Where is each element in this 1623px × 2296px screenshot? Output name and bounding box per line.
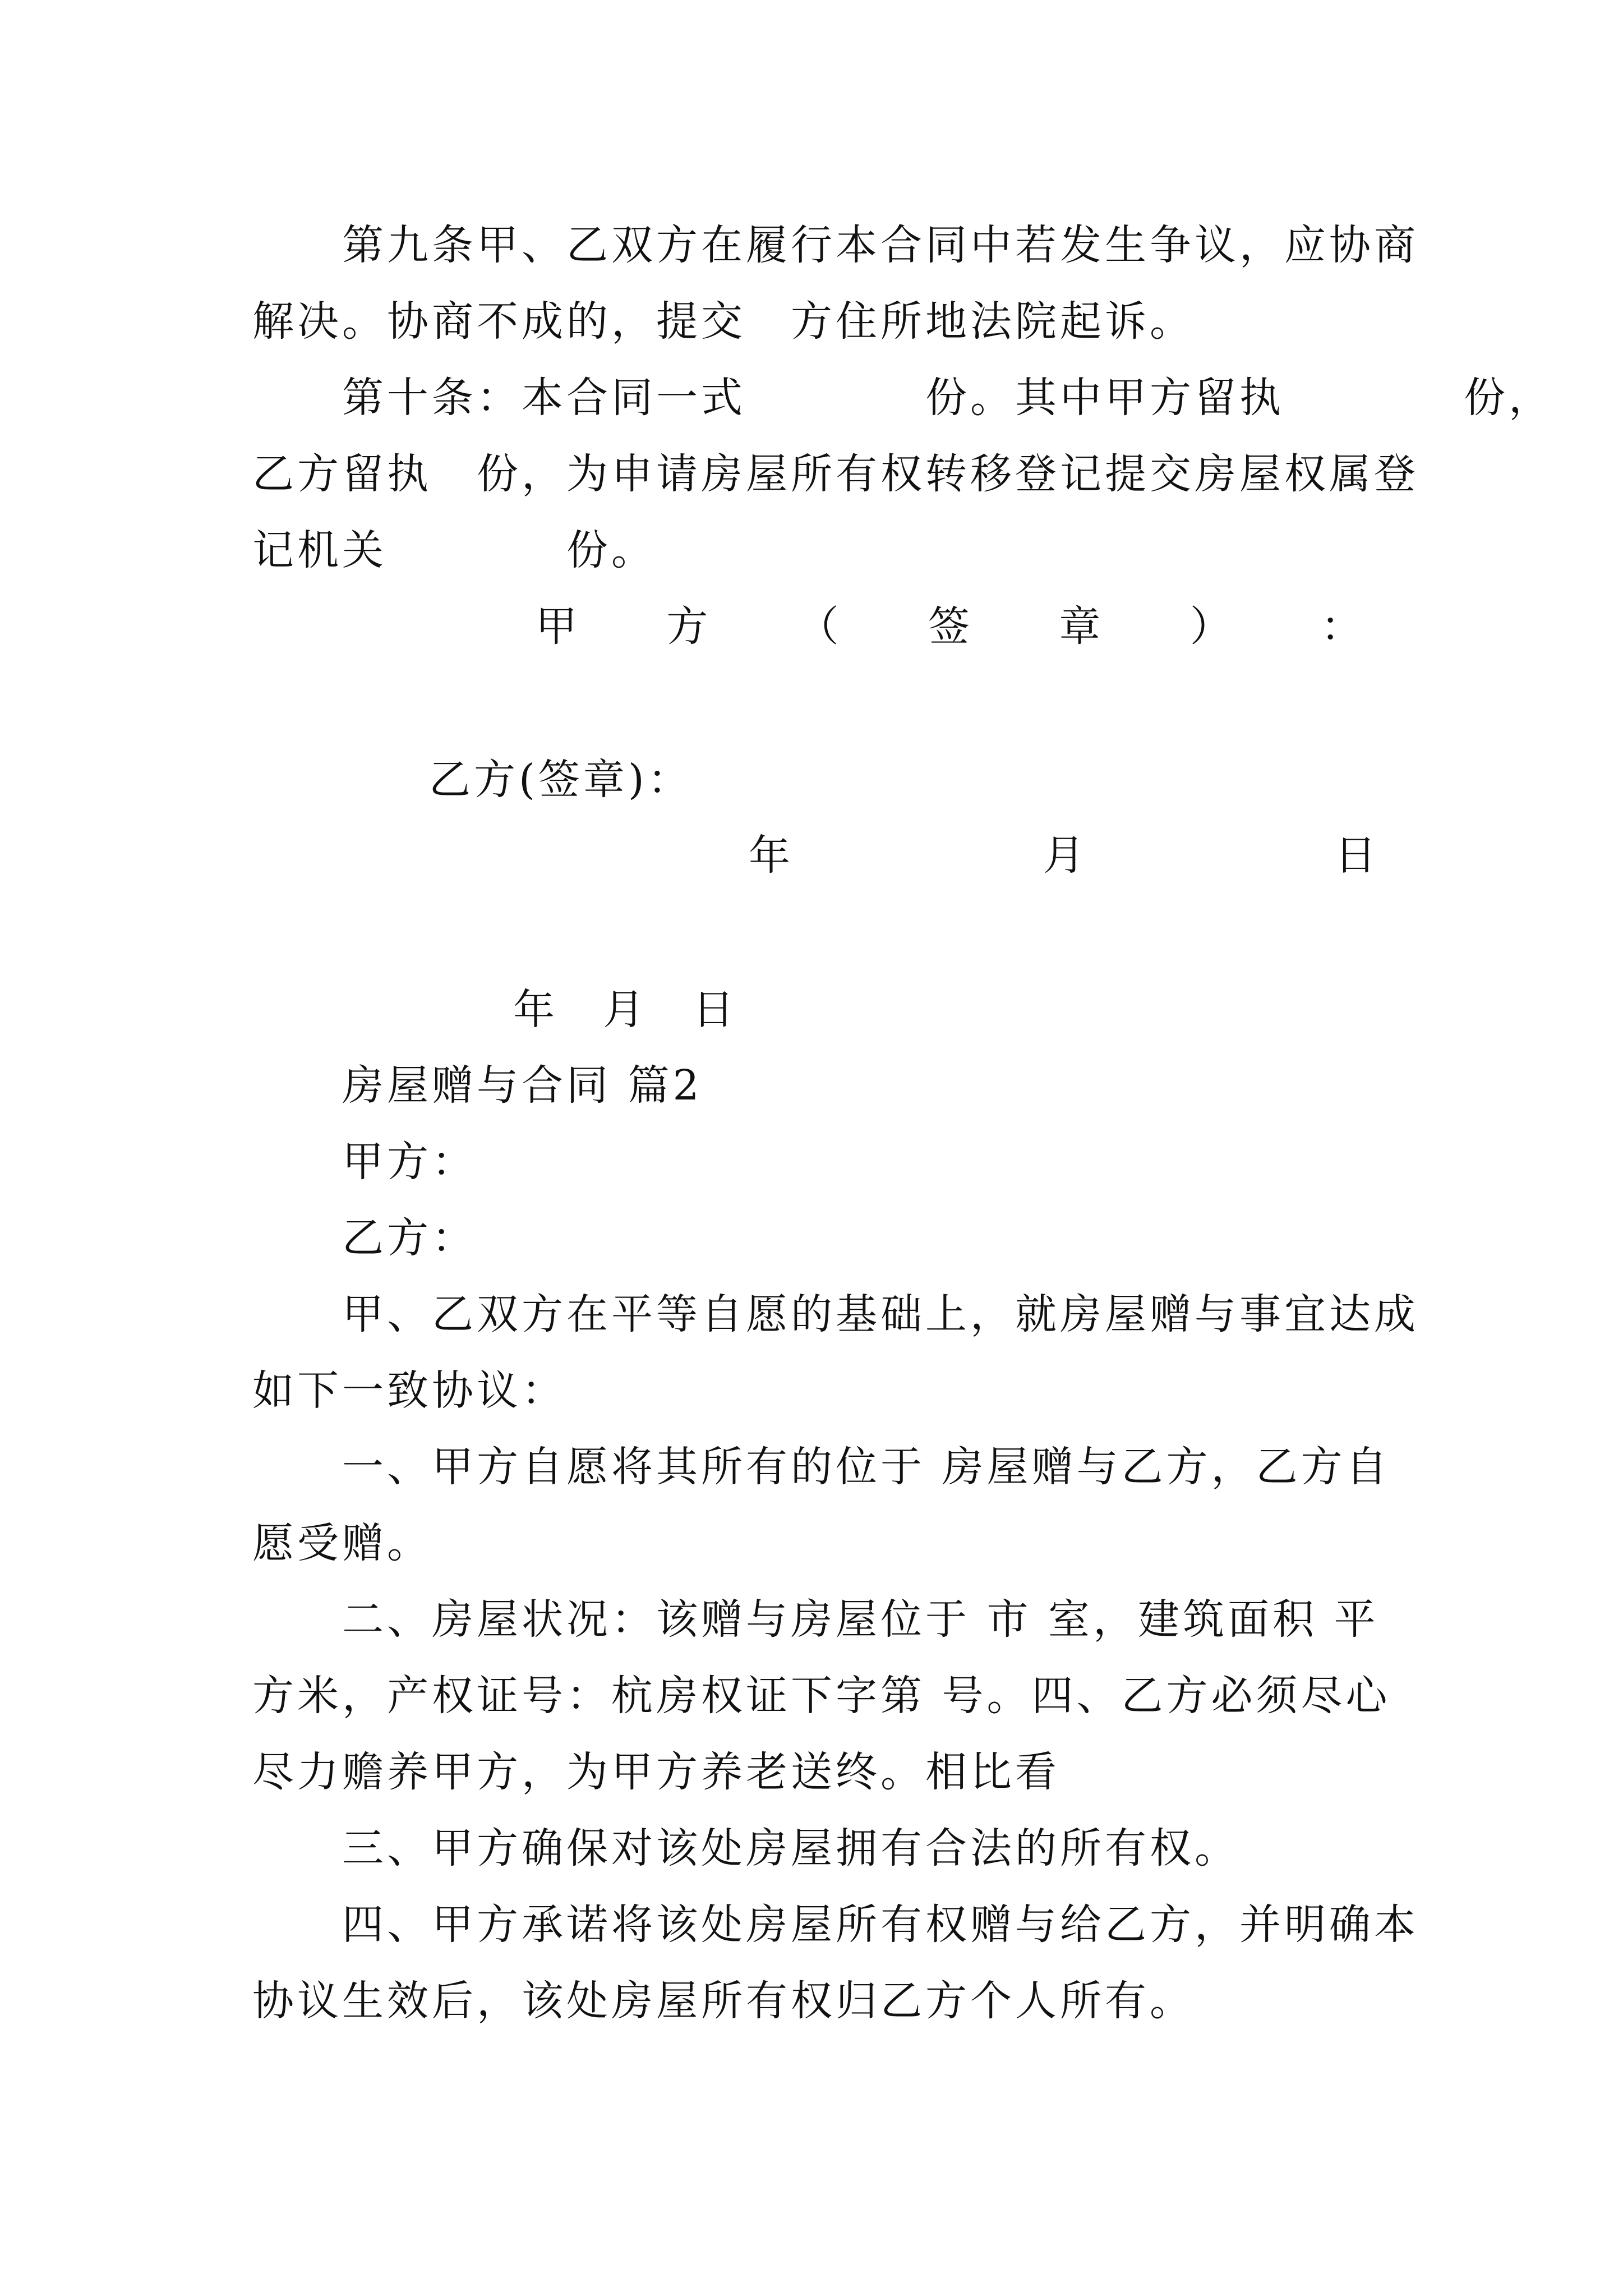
section2-title: 房屋赠与合同 篇2 — [342, 1061, 703, 1110]
clause2-line2: 方米，产权证号：杭房权证下字第 号。四、乙方必须尽心 — [252, 1672, 1391, 1720]
signature-a-char: ） — [1189, 602, 1235, 651]
article10-line2: 乙方留执 份，为申请房屋所有权转移登记提交房屋权属登 — [252, 450, 1419, 498]
article9-line1: 第九条甲、乙双方在履行本合同中若发生争议，应协商 — [342, 221, 1419, 269]
section2-party-a: 甲方： — [342, 1138, 477, 1186]
signature-a-char: 签 — [928, 602, 973, 651]
clause4-line1: 四、甲方承诺将该处房屋所有权赠与给乙方，并明确本 — [342, 1901, 1419, 1949]
signature-b: 乙方(签章)： — [429, 756, 693, 804]
clause2-line1: 二、房屋状况：该赠与房屋位于 市 室，建筑面积 平 — [342, 1595, 1379, 1644]
article10-line3: 记机关 份。 — [252, 526, 656, 574]
signature-a-char: 方 — [666, 602, 712, 651]
signature-a-char: 章 — [1059, 602, 1104, 651]
clause2-line3: 尽力赡养甲方，为甲方养老送终。相比看 — [252, 1748, 1060, 1796]
article10-line1: 第十条：本合同一式 份。其中甲方留执 份， — [342, 374, 1553, 422]
signature-a-char: 甲 — [536, 602, 580, 651]
clause1-line1: 一、甲方自愿将其所有的位于 房屋赠与乙方，乙方自 — [342, 1443, 1391, 1491]
section2-intro-line1: 甲、乙双方在平等自愿的基础上，就房屋赠与事宜达成 — [342, 1290, 1419, 1338]
date-year: 年 — [749, 831, 794, 880]
clause1-line2: 愿受赠。 — [252, 1519, 432, 1567]
date-day: 日 — [1335, 831, 1380, 880]
date-compact: 年 月 日 — [513, 986, 737, 1034]
section2-party-b: 乙方： — [342, 1214, 477, 1262]
clause4-line2: 协议生效后，该处房屋所有权归乙方个人所有。 — [252, 1977, 1195, 2025]
signature-a-row — [536, 596, 1366, 657]
article9-line2: 解决。协商不成的，提交 方住所地法院起诉。 — [252, 297, 1195, 346]
date-month: 月 — [1043, 831, 1088, 880]
signature-a-char: （ — [797, 602, 842, 651]
clause3: 三、甲方确保对该处房屋拥有合法的所有权。 — [342, 1824, 1239, 1872]
section2-intro-line2: 如下一致协议： — [252, 1366, 566, 1415]
signature-a-char: ： — [1320, 602, 1366, 651]
